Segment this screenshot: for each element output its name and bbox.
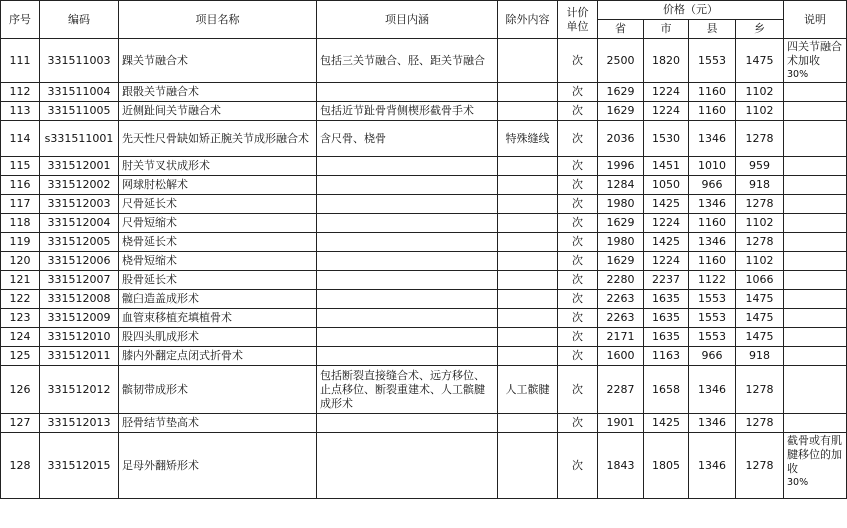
row-seq: 116 bbox=[1, 176, 40, 195]
row-price-county: 1160 bbox=[689, 102, 736, 121]
row-price-province: 1980 bbox=[598, 233, 644, 252]
row-content bbox=[317, 214, 498, 233]
table-row bbox=[1, 39, 847, 83]
row-seq: 118 bbox=[1, 214, 40, 233]
row-price-province: 1996 bbox=[598, 157, 644, 176]
row-excluded: 人工髌腱 bbox=[498, 366, 558, 414]
table-row bbox=[1, 176, 847, 195]
row-seq: 117 bbox=[1, 195, 40, 214]
row-price-township: 918 bbox=[736, 347, 784, 366]
row-remark bbox=[784, 414, 847, 433]
row-code: 331512002 bbox=[40, 176, 119, 195]
row-code: 331511003 bbox=[40, 39, 119, 83]
table-row bbox=[1, 309, 847, 328]
table-row bbox=[1, 121, 847, 157]
row-unit: 次 bbox=[558, 102, 598, 121]
row-price-township: 918 bbox=[736, 176, 784, 195]
row-excluded bbox=[498, 102, 558, 121]
table-row bbox=[1, 83, 847, 102]
header-county: 县 bbox=[689, 20, 736, 39]
row-content bbox=[317, 347, 498, 366]
header-seq: 序号 bbox=[1, 1, 40, 39]
row-name: 踝关节融合术 bbox=[119, 39, 317, 83]
row-seq: 114 bbox=[1, 121, 40, 157]
row-code: 331512013 bbox=[40, 414, 119, 433]
row-price-city: 1425 bbox=[644, 414, 689, 433]
row-excluded bbox=[498, 347, 558, 366]
row-price-county: 966 bbox=[689, 176, 736, 195]
row-price-township: 959 bbox=[736, 157, 784, 176]
row-unit: 次 bbox=[558, 328, 598, 347]
row-price-city: 1530 bbox=[644, 121, 689, 157]
row-price-city: 1820 bbox=[644, 39, 689, 83]
row-remark bbox=[784, 366, 847, 414]
row-name: 足母外翻矫形术 bbox=[119, 433, 317, 499]
row-code: 331512012 bbox=[40, 366, 119, 414]
row-remark bbox=[784, 176, 847, 195]
row-seq: 115 bbox=[1, 157, 40, 176]
row-seq: 125 bbox=[1, 347, 40, 366]
row-price-province: 1629 bbox=[598, 102, 644, 121]
row-unit: 次 bbox=[558, 195, 598, 214]
row-seq: 121 bbox=[1, 271, 40, 290]
row-code: 331512015 bbox=[40, 433, 119, 499]
row-excluded bbox=[498, 214, 558, 233]
row-content bbox=[317, 176, 498, 195]
table-row bbox=[1, 433, 847, 499]
header-unit: 计价 单位 bbox=[558, 1, 598, 39]
row-name: 血管束移植充填植骨术 bbox=[119, 309, 317, 328]
row-price-county: 1160 bbox=[689, 83, 736, 102]
table-row bbox=[1, 102, 847, 121]
row-remark-text: 截骨或有肌腱移位的加收 bbox=[787, 434, 842, 475]
table-row bbox=[1, 271, 847, 290]
row-price-township: 1278 bbox=[736, 121, 784, 157]
table-row bbox=[1, 195, 847, 214]
row-remark-rate: 30% bbox=[787, 69, 809, 80]
row-price-township: 1278 bbox=[736, 414, 784, 433]
row-price-city: 1635 bbox=[644, 309, 689, 328]
row-content bbox=[317, 233, 498, 252]
row-name: 股四头肌成形术 bbox=[119, 328, 317, 347]
row-name: 跟骰关节融合术 bbox=[119, 83, 317, 102]
row-price-county: 1553 bbox=[689, 290, 736, 309]
row-price-city: 1451 bbox=[644, 157, 689, 176]
row-content bbox=[317, 195, 498, 214]
row-excluded bbox=[498, 290, 558, 309]
header-content: 项目内涵 bbox=[317, 1, 498, 39]
row-price-city: 1224 bbox=[644, 214, 689, 233]
header-price: 价格（元） bbox=[598, 1, 784, 20]
row-price-township: 1102 bbox=[736, 102, 784, 121]
row-content bbox=[317, 290, 498, 309]
row-remark bbox=[784, 195, 847, 214]
row-price-township: 1475 bbox=[736, 309, 784, 328]
row-content bbox=[317, 271, 498, 290]
row-unit: 次 bbox=[558, 214, 598, 233]
row-seq: 120 bbox=[1, 252, 40, 271]
row-code: 331512009 bbox=[40, 309, 119, 328]
row-price-township: 1102 bbox=[736, 252, 784, 271]
row-excluded bbox=[498, 414, 558, 433]
row-content bbox=[317, 309, 498, 328]
row-price-city: 1224 bbox=[644, 102, 689, 121]
row-remark bbox=[784, 328, 847, 347]
table-row bbox=[1, 214, 847, 233]
row-content bbox=[317, 83, 498, 102]
row-price-city: 1635 bbox=[644, 328, 689, 347]
row-code: 331512007 bbox=[40, 271, 119, 290]
row-excluded bbox=[498, 309, 558, 328]
row-price-township: 1102 bbox=[736, 83, 784, 102]
row-unit: 次 bbox=[558, 83, 598, 102]
row-price-county: 1160 bbox=[689, 252, 736, 271]
row-price-city: 2237 bbox=[644, 271, 689, 290]
row-seq: 127 bbox=[1, 414, 40, 433]
row-remark-rate: 30% bbox=[787, 477, 809, 488]
row-price-county: 1346 bbox=[689, 233, 736, 252]
row-excluded bbox=[498, 39, 558, 83]
header-province: 省 bbox=[598, 20, 644, 39]
row-price-province: 1901 bbox=[598, 414, 644, 433]
table-row bbox=[1, 233, 847, 252]
row-unit: 次 bbox=[558, 121, 598, 157]
row-price-county: 1553 bbox=[689, 309, 736, 328]
row-code: 331512003 bbox=[40, 195, 119, 214]
row-name: 股骨延长术 bbox=[119, 271, 317, 290]
row-unit: 次 bbox=[558, 176, 598, 195]
row-code: 331512001 bbox=[40, 157, 119, 176]
row-price-province: 2263 bbox=[598, 290, 644, 309]
row-name: 胫骨结节垫高术 bbox=[119, 414, 317, 433]
row-remark bbox=[784, 39, 847, 83]
row-seq: 124 bbox=[1, 328, 40, 347]
row-excluded: 特殊缝线 bbox=[498, 121, 558, 157]
row-unit: 次 bbox=[558, 414, 598, 433]
row-price-province: 2171 bbox=[598, 328, 644, 347]
row-name: 桡骨短缩术 bbox=[119, 252, 317, 271]
row-price-province: 1629 bbox=[598, 83, 644, 102]
row-remark-text: 四关节融合术加收 bbox=[787, 40, 842, 67]
row-code: 331512004 bbox=[40, 214, 119, 233]
row-price-county: 1346 bbox=[689, 433, 736, 499]
row-remark bbox=[784, 121, 847, 157]
row-remark bbox=[784, 83, 847, 102]
header-name: 项目名称 bbox=[119, 1, 317, 39]
row-unit: 次 bbox=[558, 39, 598, 83]
row-price-province: 2036 bbox=[598, 121, 644, 157]
row-name: 膝内外翻定点闭式折骨术 bbox=[119, 347, 317, 366]
row-content bbox=[317, 252, 498, 271]
row-price-county: 1346 bbox=[689, 366, 736, 414]
row-excluded bbox=[498, 176, 558, 195]
row-excluded bbox=[498, 328, 558, 347]
row-price-province: 2500 bbox=[598, 39, 644, 83]
row-excluded bbox=[498, 157, 558, 176]
row-remark bbox=[784, 347, 847, 366]
row-price-county: 1122 bbox=[689, 271, 736, 290]
row-code: 331511005 bbox=[40, 102, 119, 121]
row-code: s331511001 bbox=[40, 121, 119, 157]
row-price-township: 1278 bbox=[736, 233, 784, 252]
row-code: 331512011 bbox=[40, 347, 119, 366]
row-remark bbox=[784, 214, 847, 233]
table-row bbox=[1, 157, 847, 176]
row-price-county: 1346 bbox=[689, 121, 736, 157]
row-price-province: 1629 bbox=[598, 252, 644, 271]
row-price-province: 1980 bbox=[598, 195, 644, 214]
row-name: 近侧趾间关节融合术 bbox=[119, 102, 317, 121]
row-price-township: 1102 bbox=[736, 214, 784, 233]
header-code: 编码 bbox=[40, 1, 119, 39]
row-price-county: 1010 bbox=[689, 157, 736, 176]
row-code: 331512005 bbox=[40, 233, 119, 252]
table-row bbox=[1, 328, 847, 347]
row-name: 网球肘松解术 bbox=[119, 176, 317, 195]
header-township: 乡 bbox=[736, 20, 784, 39]
row-code: 331512006 bbox=[40, 252, 119, 271]
row-price-city: 1805 bbox=[644, 433, 689, 499]
row-price-province: 1600 bbox=[598, 347, 644, 366]
row-unit: 次 bbox=[558, 252, 598, 271]
row-name: 髌韧带成形术 bbox=[119, 366, 317, 414]
row-unit: 次 bbox=[558, 271, 598, 290]
row-code: 331512010 bbox=[40, 328, 119, 347]
row-name: 先天性尺骨缺如矫正腕关节成形融合术 bbox=[119, 121, 317, 157]
row-remark bbox=[784, 252, 847, 271]
table-row bbox=[1, 290, 847, 309]
row-seq: 122 bbox=[1, 290, 40, 309]
row-price-county: 1346 bbox=[689, 414, 736, 433]
row-price-city: 1425 bbox=[644, 195, 689, 214]
row-content: 含尺骨、桡骨 bbox=[317, 121, 498, 157]
row-price-province: 2280 bbox=[598, 271, 644, 290]
row-seq: 119 bbox=[1, 233, 40, 252]
row-price-county: 1346 bbox=[689, 195, 736, 214]
row-excluded bbox=[498, 252, 558, 271]
row-seq: 128 bbox=[1, 433, 40, 499]
row-price-township: 1475 bbox=[736, 39, 784, 83]
row-price-province: 1629 bbox=[598, 214, 644, 233]
row-price-city: 1658 bbox=[644, 366, 689, 414]
row-seq: 112 bbox=[1, 83, 40, 102]
row-content: 包括断裂直接缝合术、远方移位、止点移位、断裂重建术、人工髌腱成形术 bbox=[317, 366, 498, 414]
table-row bbox=[1, 414, 847, 433]
row-remark bbox=[784, 433, 847, 499]
row-name: 尺骨短缩术 bbox=[119, 214, 317, 233]
row-unit: 次 bbox=[558, 347, 598, 366]
table-row bbox=[1, 366, 847, 414]
row-unit: 次 bbox=[558, 290, 598, 309]
row-content bbox=[317, 157, 498, 176]
row-price-township: 1475 bbox=[736, 290, 784, 309]
row-remark bbox=[784, 157, 847, 176]
row-price-county: 1553 bbox=[689, 328, 736, 347]
row-price-township: 1278 bbox=[736, 195, 784, 214]
row-price-township: 1278 bbox=[736, 433, 784, 499]
table-row bbox=[1, 252, 847, 271]
row-remark bbox=[784, 309, 847, 328]
header-city: 市 bbox=[644, 20, 689, 39]
row-price-city: 1425 bbox=[644, 233, 689, 252]
row-excluded bbox=[498, 433, 558, 499]
row-remark bbox=[784, 233, 847, 252]
row-remark bbox=[784, 102, 847, 121]
row-unit: 次 bbox=[558, 309, 598, 328]
row-content bbox=[317, 414, 498, 433]
row-content bbox=[317, 433, 498, 499]
row-name: 髋臼造盖成形术 bbox=[119, 290, 317, 309]
row-content bbox=[317, 328, 498, 347]
row-price-province: 2263 bbox=[598, 309, 644, 328]
row-price-county: 1553 bbox=[689, 39, 736, 83]
table-row bbox=[1, 347, 847, 366]
row-code: 331512008 bbox=[40, 290, 119, 309]
header-remark: 说明 bbox=[784, 1, 847, 39]
row-price-city: 1635 bbox=[644, 290, 689, 309]
row-remark bbox=[784, 290, 847, 309]
row-unit: 次 bbox=[558, 233, 598, 252]
row-excluded bbox=[498, 83, 558, 102]
row-seq: 126 bbox=[1, 366, 40, 414]
row-unit: 次 bbox=[558, 157, 598, 176]
row-price-county: 966 bbox=[689, 347, 736, 366]
header-excluded: 除外内容 bbox=[498, 1, 558, 39]
row-price-province: 2287 bbox=[598, 366, 644, 414]
row-name: 桡骨延长术 bbox=[119, 233, 317, 252]
row-name: 肘关节叉状成形术 bbox=[119, 157, 317, 176]
row-seq: 123 bbox=[1, 309, 40, 328]
row-content: 包括三关节融合、胫、距关节融合 bbox=[317, 39, 498, 83]
row-price-city: 1224 bbox=[644, 83, 689, 102]
row-price-city: 1050 bbox=[644, 176, 689, 195]
row-price-township: 1475 bbox=[736, 328, 784, 347]
row-excluded bbox=[498, 233, 558, 252]
row-price-province: 1284 bbox=[598, 176, 644, 195]
row-excluded bbox=[498, 195, 558, 214]
row-price-township: 1066 bbox=[736, 271, 784, 290]
row-excluded bbox=[498, 271, 558, 290]
row-seq: 113 bbox=[1, 102, 40, 121]
row-seq: 111 bbox=[1, 39, 40, 83]
row-code: 331511004 bbox=[40, 83, 119, 102]
row-price-province: 1843 bbox=[598, 433, 644, 499]
row-content: 包括近节趾骨背侧楔形截骨手术 bbox=[317, 102, 498, 121]
row-price-city: 1224 bbox=[644, 252, 689, 271]
row-unit: 次 bbox=[558, 433, 598, 499]
row-price-township: 1278 bbox=[736, 366, 784, 414]
row-price-city: 1163 bbox=[644, 347, 689, 366]
row-unit: 次 bbox=[558, 366, 598, 414]
row-remark bbox=[784, 271, 847, 290]
row-price-county: 1160 bbox=[689, 214, 736, 233]
row-name: 尺骨延长术 bbox=[119, 195, 317, 214]
